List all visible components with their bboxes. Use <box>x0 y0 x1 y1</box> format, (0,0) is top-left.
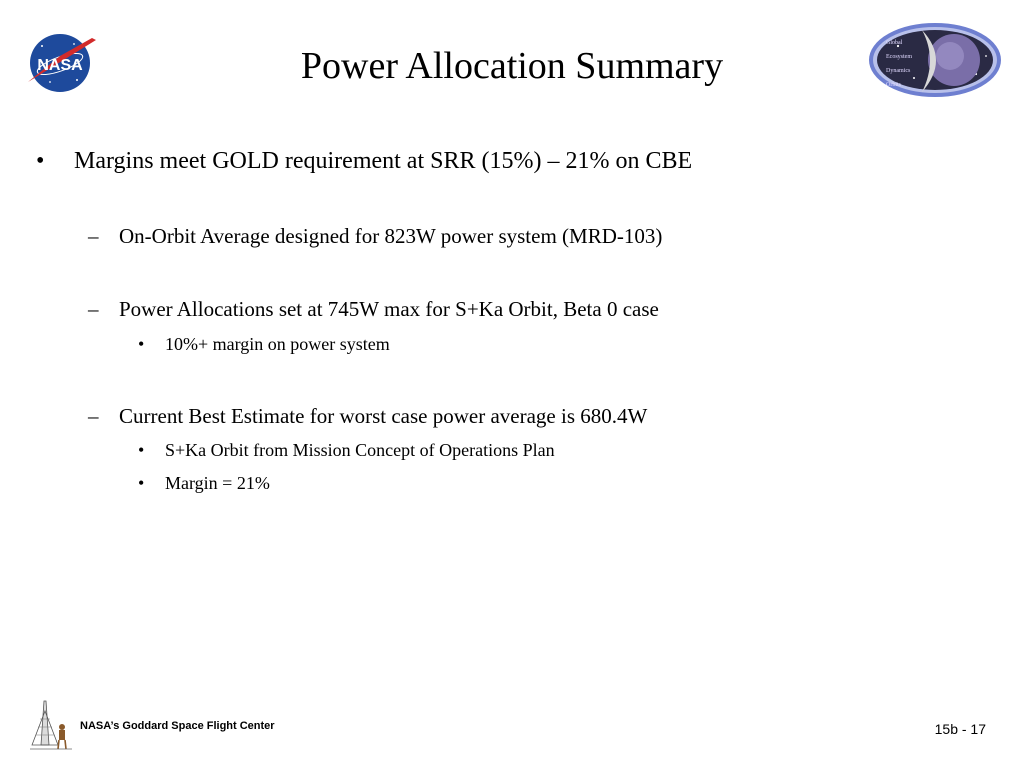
sub-item-1 <box>88 222 662 250</box>
bullet-marker: • <box>36 148 45 174</box>
bullet-item-1 <box>36 146 692 176</box>
sub-sub-item-2 <box>138 438 555 462</box>
sub-sub-item-1 <box>138 332 390 356</box>
page-number: 15b - 17 <box>934 721 986 737</box>
bullet-marker: • <box>138 473 145 493</box>
dash-marker: – <box>88 404 99 428</box>
slide-title: Power Allocation Summary <box>300 45 724 87</box>
sub-sub-item-text: 10%+ margin on power system <box>165 334 390 354</box>
dash-marker: – <box>88 224 99 248</box>
mission-logo-text-2: Ecosystem <box>886 54 912 60</box>
sub-item-2 <box>88 295 659 323</box>
sub-item-3 <box>88 402 647 430</box>
mission-logo-text-4: Orbits <box>886 82 901 88</box>
sub-sub-item-3 <box>138 471 270 495</box>
mission-logo-text-1: Global <box>886 40 903 46</box>
sub-sub-item-text: Margin = 21% <box>165 473 270 493</box>
footer-center-name: NASA’s Goddard Space Flight Center <box>80 720 275 732</box>
sub-item-text: On-Orbit Average designed for 823W power system (MRD-103) <box>119 224 663 248</box>
bullet-text: Margins meet GOLD requirement at SRR (15%) – 21% on CBE <box>74 148 693 174</box>
sub-item-text: Current Best Estimate for worst case power average is 680.4W <box>119 404 648 428</box>
sub-sub-item-text: S+Ka Orbit from Mission Concept of Operations Plan <box>165 440 555 460</box>
bullet-marker: • <box>138 334 145 354</box>
goddard-logo <box>26 697 76 752</box>
bullet-marker: • <box>138 440 145 460</box>
nasa-logo-text: NASA <box>37 57 83 74</box>
dash-marker: – <box>88 297 99 321</box>
mission-logo-text-3: Dynamics <box>886 68 911 74</box>
sub-item-text: Power Allocations set at 745W max for S+Ka Orbit, Beta 0 case <box>119 297 659 321</box>
